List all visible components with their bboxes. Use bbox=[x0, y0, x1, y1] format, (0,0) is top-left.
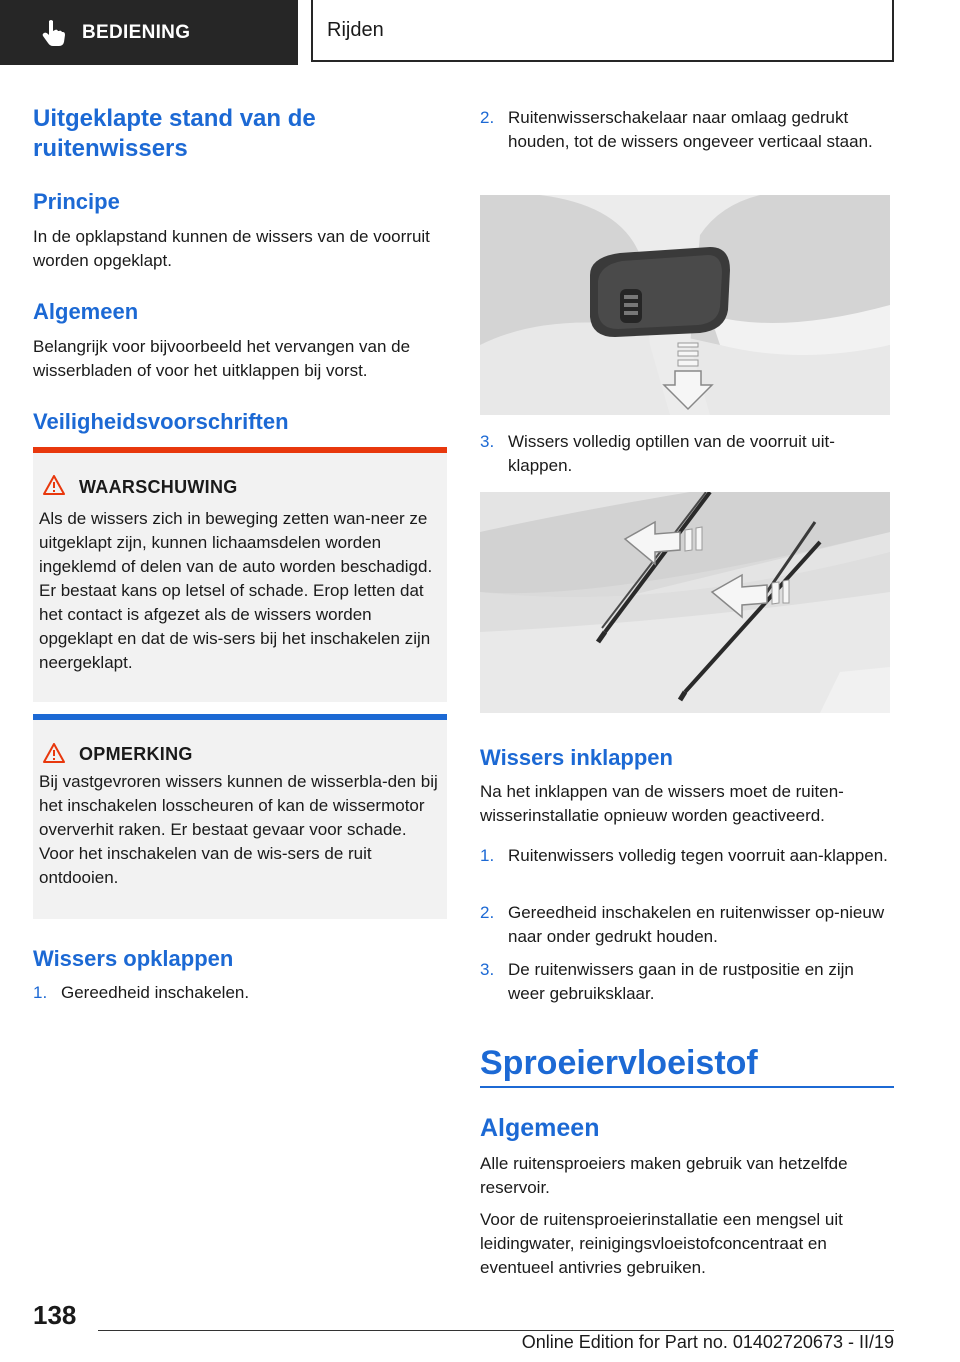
step-text: Gereedheid inschakelen. bbox=[61, 983, 250, 1002]
list-item bbox=[480, 901, 894, 949]
section-title: Uitgeklapte stand van de ruitenwissers bbox=[33, 105, 316, 162]
sproei-text-2: Voor de ruitensproeierinstallatie een mengsel uit leidingwater, reinigingsvloeistofconcentraat en eventueel antivries gebruiken. bbox=[480, 1210, 843, 1277]
info-triangle-icon bbox=[43, 743, 65, 763]
sproei-algemeen-heading: Algemeen bbox=[480, 1114, 600, 1142]
list-item bbox=[480, 106, 894, 178]
step-text: Ruitenwisserschakelaar naar omlaag gedrukt houden, tot de wissers ongeveer verticaal staan. bbox=[508, 108, 873, 151]
wipers-raised-drawing bbox=[480, 492, 890, 713]
inklappen-text: Na het inklappen van de wissers moet de ruiten-wisserinstallatie opnieuw worden geactiveerd. bbox=[480, 782, 844, 825]
step-text: Gereedheid inschakelen en ruitenwisser op-nieuw naar onder gedrukt houden. bbox=[508, 903, 885, 946]
title-rule bbox=[480, 1086, 894, 1088]
section-tab bbox=[0, 0, 298, 65]
step-number: 1. bbox=[33, 983, 48, 1002]
list-item bbox=[480, 844, 894, 892]
section-label: BEDIENING bbox=[82, 21, 191, 43]
step-number: 2. bbox=[480, 903, 495, 922]
sproei-text-1: Alle ruitensproeiers maken gebruik van hetzelfde reservoir. bbox=[480, 1154, 848, 1197]
warning-bar bbox=[33, 447, 447, 453]
sproei-title: Sproeiervloeistof bbox=[480, 1044, 758, 1082]
step-text: Wissers volledig optillen van de voorruit uit-klappen. bbox=[508, 432, 835, 475]
principe-text: In de opklapstand kunnen de wissers van de voorruit worden opgeklapt. bbox=[33, 227, 430, 270]
warning-triangle-icon bbox=[43, 475, 65, 495]
chapter-label: Rijden bbox=[327, 18, 384, 41]
note-label: OPMERKING bbox=[79, 744, 193, 764]
step-number: 3. bbox=[480, 432, 495, 451]
page-number: 138 bbox=[33, 1300, 77, 1330]
wipers-raised-illustration bbox=[480, 492, 890, 713]
chapter-tab bbox=[311, 0, 894, 62]
step-number: 3. bbox=[480, 960, 495, 979]
step-text: De ruitenwissers gaan in de rustpositie en zijn weer gebruiksklaar. bbox=[508, 960, 854, 1003]
hand-pointer-icon bbox=[38, 18, 68, 48]
list-item bbox=[480, 430, 894, 478]
note-box bbox=[33, 714, 447, 919]
step-number: 1. bbox=[480, 846, 495, 865]
note-bar bbox=[33, 714, 447, 720]
list-item bbox=[480, 958, 894, 1006]
note-text: Bij vastgevroren wissers kunnen de wisserbla-den bij het inschakelen losscheuren of kan de wissermotor oververhit raken. Er bestaat gevaar voor schade. Voor het inschakelen van de wis-sers de ruit ontdooien. bbox=[39, 772, 438, 887]
opklappen-heading: Wissers opklappen bbox=[33, 946, 234, 971]
inklappen-heading: Wissers inklappen bbox=[480, 745, 673, 770]
safety-heading: Veiligheidsvoorschriften bbox=[33, 409, 289, 434]
footer-rule bbox=[98, 1330, 894, 1331]
algemeen-heading: Algemeen bbox=[33, 299, 139, 324]
warning-label: WAARSCHUWING bbox=[79, 477, 238, 497]
algemeen-text: Belangrijk voor bijvoorbeeld het vervangen van de wisserbladen of voor het uitklappen bij vorst. bbox=[33, 337, 411, 380]
wiper-switch-drawing bbox=[480, 195, 890, 415]
edition-text: Online Edition for Part no. 01402720673 - II/19 bbox=[521, 1332, 894, 1352]
principe-heading: Principe bbox=[33, 189, 120, 214]
step-number: 2. bbox=[480, 108, 495, 127]
wiper-switch-illustration bbox=[480, 195, 890, 415]
warning-box bbox=[33, 447, 447, 702]
step-text: Ruitenwissers volledig tegen voorruit aan-klappen. bbox=[508, 846, 888, 865]
warning-text: Als de wissers zich in beweging zetten wan-neer ze uitgeklapt zijn, kunnen lichaamsdelen worden ingeklemd of delen van de auto worden beschadigd. Er bestaat kans op letsel of schade. Erop letten dat het contact is afgezet als de wissers worden opgeklapt en dat de wis-sers bij het inschakelen zijn neergeklapt. bbox=[39, 509, 433, 672]
